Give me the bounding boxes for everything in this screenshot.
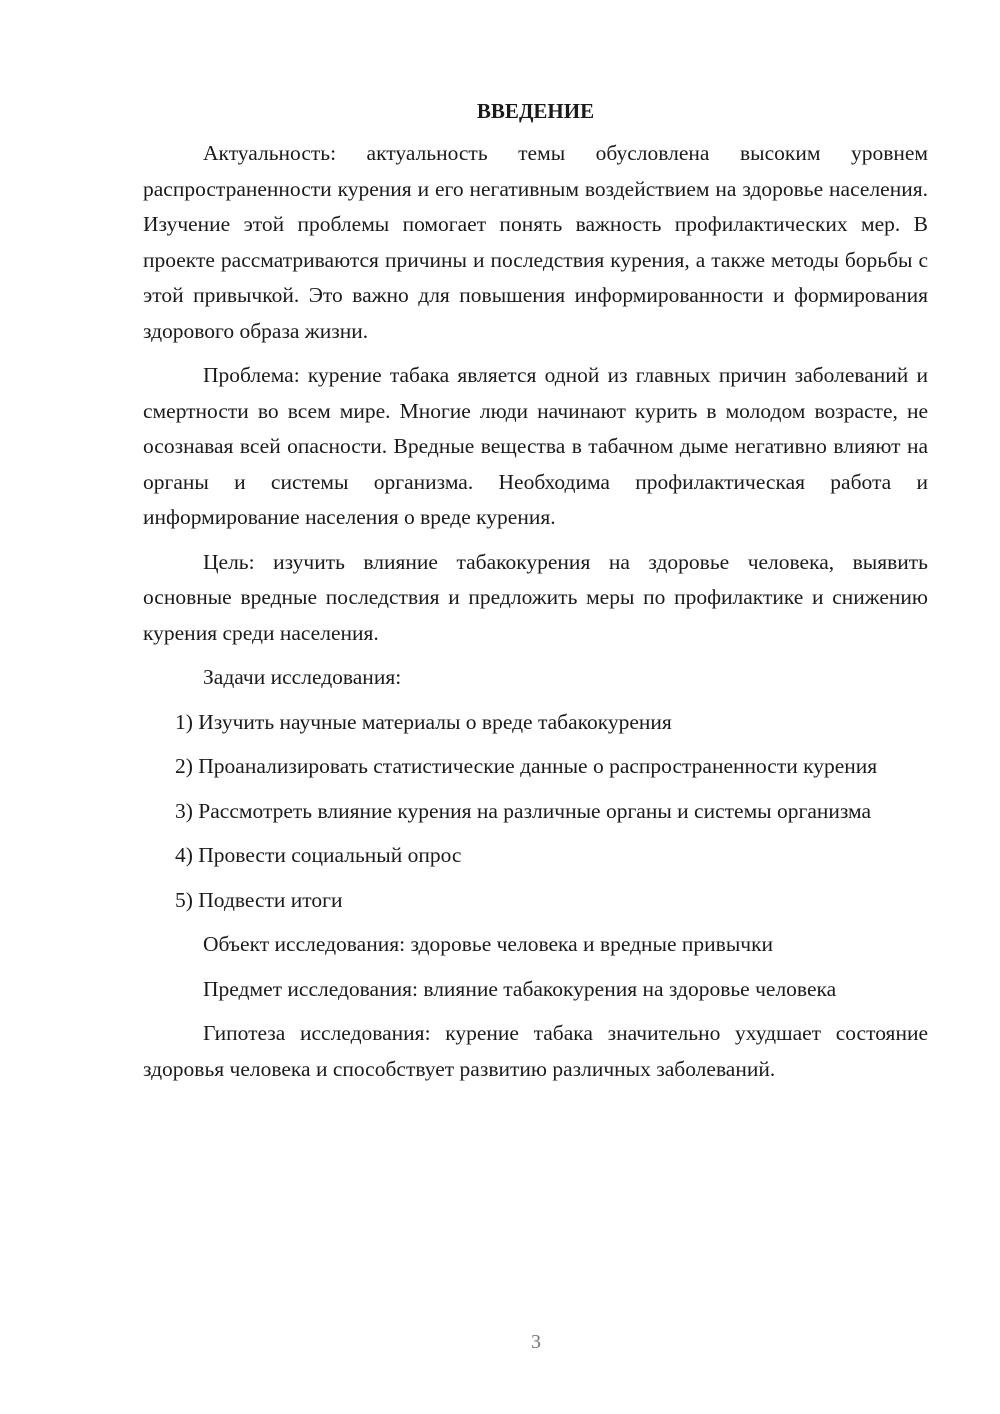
task-item: 2) Проанализировать статистические данные о распространенности курения	[175, 754, 878, 778]
hypothesis-paragraph: Гипотеза исследования: курение табака значительно ухудшает состояние здоровья человека и способствует развитию различных заболеваний.	[143, 1021, 928, 1081]
problem-paragraph: Проблема: курение табака является одной из главных причин заболеваний и смертности во всем мире. Многие люди начинают курить в молодом возрасте, не осознавая всей опасности. Вредные вещества в табачном дыме негативно влияют на органы и системы организма. Необходима профилактическая работа и информирование населения о вреде курения.	[143, 363, 928, 529]
goal-paragraph: Цель: изучить влияние табакокурения на здоровье человека, выявить основные вредные последствия и предложить меры по профилактике и снижению курения среди населения.	[143, 549, 928, 645]
task-item: 1) Изучить научные материалы о вреде табакокурения	[175, 709, 672, 734]
document-page	[143, 96, 928, 1096]
task-item: 3) Рассмотреть влияние курения на различные органы и системы организма	[175, 798, 872, 823]
section-title: ВВЕДЕНИЕ	[476, 99, 595, 123]
relevance-paragraph: Актуальность: актуальность темы обусловлена высоким уровнем распространенности курения и его негативным воздействием на здоровье населения. Изучение этой проблемы помогает понять важность профилактических мер. В проекте рассматриваются причины и последствия курения, а также методы борьбы с этой привычкой. Это важно для повышения информированности и формирования здорового образа жизни.	[143, 141, 928, 343]
task-item: 4) Провести социальный опрос	[175, 843, 462, 867]
tasks-heading: Задачи исследования:	[203, 665, 402, 689]
task-item: 5) Подвести итоги	[175, 887, 343, 912]
subject-paragraph: Предмет исследования: влияние табакокурения на здоровье человека	[203, 976, 837, 1001]
object-paragraph: Объект исследования: здоровье человека и вредные привычки	[203, 932, 774, 956]
page-number: 3	[531, 1331, 541, 1353]
